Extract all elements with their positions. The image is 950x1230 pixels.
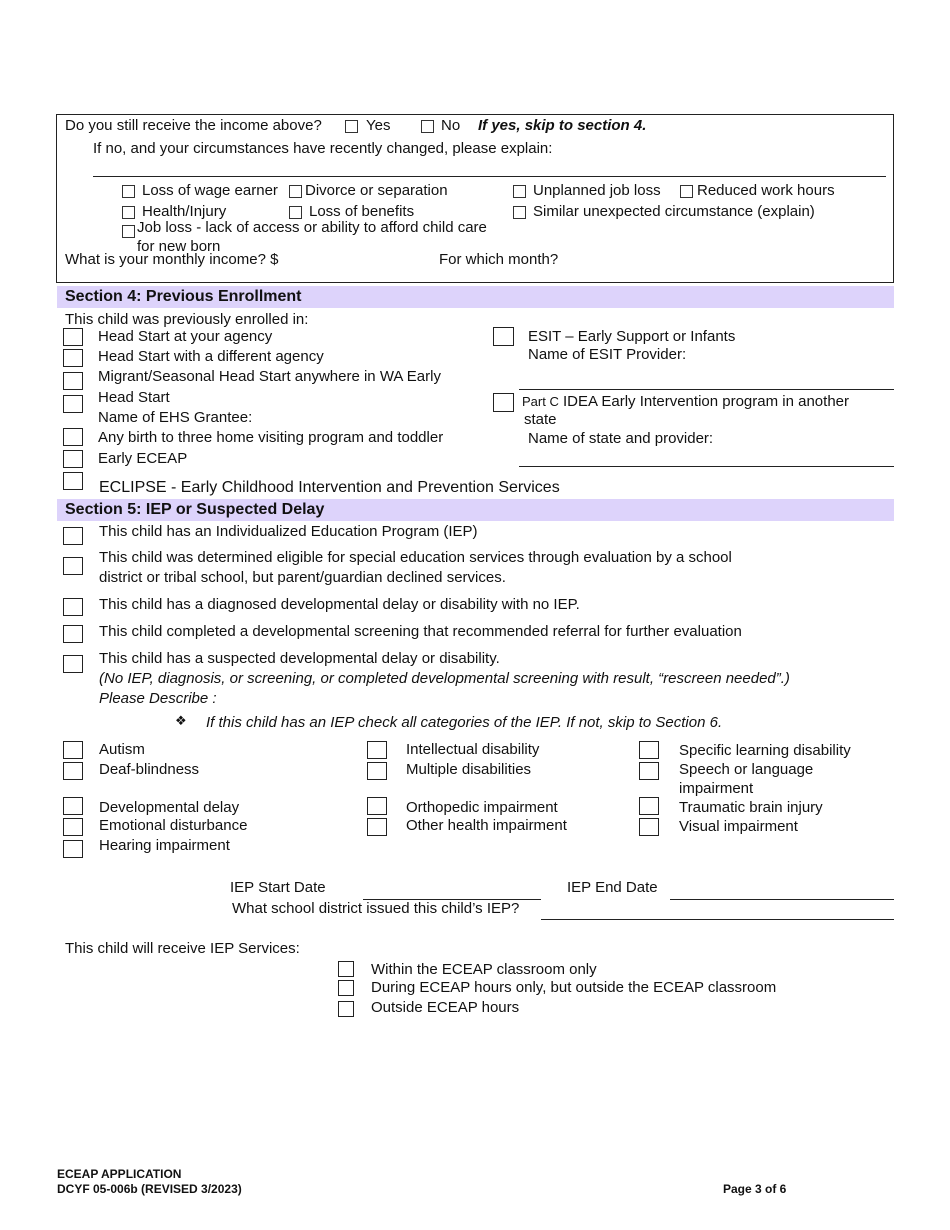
no-checkbox[interactable] [421,120,434,133]
district-label: What school district issued this child’s IEP? [232,900,520,917]
has-iep-checkbox[interactable] [63,527,83,545]
monthly-income-label: What is your monthly income? $ [65,251,279,268]
hs-agency-checkbox[interactable] [63,328,83,346]
partc-label [522,393,849,411]
state-provider-line[interactable] [519,466,894,467]
hearing-checkbox[interactable] [63,840,83,858]
suspected-checkbox[interactable] [63,655,83,673]
visual-label: Visual impairment [679,818,798,835]
describe-label: Please Describe : [99,690,217,707]
eclipse-checkbox[interactable] [63,472,83,490]
iep-end-label: IEP End Date [567,879,658,896]
orthopedic-checkbox[interactable] [367,797,387,815]
partc-checkbox[interactable] [493,393,514,412]
partc-prefix: Part C [522,394,559,409]
section5-title: Section 5: IEP or Suspected Delay [65,501,325,518]
emotional-label: Emotional disturbance [99,817,248,834]
hs-other-checkbox[interactable] [63,349,83,367]
divorce-label: Divorce or separation [305,182,448,199]
screening-label: This child completed a developmental screening that recommended referral for further evaluation [99,623,742,640]
during-checkbox[interactable] [338,980,354,996]
no-label: No [441,117,461,134]
jobloss-label: Job loss - lack of access or ability to afford child care [137,219,487,236]
loss-wage-label: Loss of wage earner [142,182,278,199]
footer-form-id: DCYF 05-006b (REVISED 3/2023) [57,1182,242,1196]
partc-text: IDEA Early Intervention program in another [558,393,849,410]
reduced-label: Reduced work hours [697,182,835,199]
bullet-icon: ❖ [175,714,187,729]
head-start-checkbox[interactable] [63,395,83,413]
declined-label-line2: district or tribal school, but parent/guardian declined services. [99,569,506,586]
within-checkbox[interactable] [338,961,354,977]
early-eceap-checkbox[interactable] [63,450,83,468]
orthopedic-label: Orthopedic impairment [406,799,558,816]
services-label: This child will receive IEP Services: [65,940,300,957]
skip-note: If yes, skip to section 4. [478,117,647,134]
multiple-label: Multiple disabilities [406,761,532,778]
ehs-grantee-label: Name of EHS Grantee: [98,409,253,426]
speech-label-line2: impairment [679,780,754,797]
hs-other-label: Head Start with a different agency [98,348,324,365]
migrant-checkbox[interactable] [63,372,83,390]
suspected-label: This child has a suspected developmental delay or disability. [99,650,500,667]
unplanned-label: Unplanned job loss [533,182,661,199]
diagnosed-label: This child has a diagnosed developmental delay or disability with no IEP. [99,596,580,613]
explain-line[interactable] [93,176,886,177]
outside-label: Outside ECEAP hours [371,999,520,1016]
birth-three-label: Any birth to three home visiting program and toddler [98,429,444,446]
yes-label: Yes [366,117,391,134]
yes-checkbox[interactable] [345,120,358,133]
section4-intro: This child was previously enrolled in: [65,311,309,328]
eclipse-label: ECLIPSE - Early Childhood Intervention and Prevention Services [99,479,560,496]
autism-label: Autism [99,741,145,758]
deaf-blind-checkbox[interactable] [63,762,83,780]
dev-delay-checkbox[interactable] [63,797,83,815]
footer-form-name: ECEAP APPLICATION [57,1167,182,1181]
section5-header [57,499,894,521]
hearing-label: Hearing impairment [99,837,230,854]
emotional-checkbox[interactable] [63,818,83,836]
benefits-checkbox[interactable] [289,206,302,219]
dev-delay-label: Developmental delay [99,799,240,816]
benefits-label: Loss of benefits [309,203,415,220]
health-label: Health/Injury [142,203,227,220]
migrant-label: Migrant/Seasonal Head Start anywhere in WA Early [98,368,441,385]
intellectual-label: Intellectual disability [406,741,540,758]
tbi-checkbox[interactable] [639,797,659,815]
suspected-note: (No IEP, diagnosis, or screening, or completed developmental screening with result, “rescreen needed”.) [99,670,790,687]
visual-checkbox[interactable] [639,818,659,836]
other-health-label: Other health impairment [406,817,567,834]
state-provider-label: Name of state and provider: [528,430,714,447]
during-label: During ECEAP hours only, but outside the ECEAP classroom [371,979,777,996]
specific-learning-label: Specific learning disability [679,742,851,759]
which-month-label: For which month? [439,251,559,268]
autism-checkbox[interactable] [63,741,83,759]
screening-checkbox[interactable] [63,625,83,643]
speech-checkbox[interactable] [639,762,659,780]
esit-label: ESIT – Early Support or Infants [528,328,736,345]
jobloss-checkbox[interactable] [122,225,135,238]
declined-checkbox[interactable] [63,557,83,575]
other-health-checkbox[interactable] [367,818,387,836]
iep-end-line[interactable] [670,899,894,900]
esit-provider-label: Name of ESIT Provider: [528,346,687,363]
deaf-blind-label: Deaf-blindness [99,761,200,778]
similar-checkbox[interactable] [513,206,526,219]
multiple-checkbox[interactable] [367,762,387,780]
tbi-label: Traumatic brain injury [679,799,823,816]
loss-wage-checkbox[interactable] [122,185,135,198]
section4-header [57,286,894,308]
early-eceap-label: Early ECEAP [98,450,188,467]
unplanned-checkbox[interactable] [513,185,526,198]
speech-label: Speech or language [679,761,814,778]
specific-learning-checkbox[interactable] [639,741,659,759]
similar-label: Similar unexpected circumstance (explain) [533,203,815,220]
birth-three-checkbox[interactable] [63,428,83,446]
district-line[interactable] [541,919,894,920]
intellectual-checkbox[interactable] [367,741,387,759]
esit-provider-line[interactable] [519,389,894,390]
divorce-checkbox[interactable] [289,185,302,198]
within-label: Within the ECEAP classroom only [371,961,597,978]
iep-instruction: If this child has an IEP check all categories of the IEP. If not, skip to Section 6. [206,714,723,731]
jobloss-label-line2: for new born [137,238,221,255]
has-iep-label: This child has an Individualized Education Program (IEP) [99,523,478,540]
footer-page-number: Page 3 of 6 [723,1182,787,1196]
outside-checkbox[interactable] [338,1001,354,1017]
hs-agency-label: Head Start at your agency [98,328,273,345]
diagnosed-checkbox[interactable] [63,598,83,616]
section4-title: Section 4: Previous Enrollment [65,288,302,305]
reduced-checkbox[interactable] [680,185,693,198]
migrant-label-line2: Head Start [98,389,170,406]
declined-label: This child was determined eligible for special education services through evaluation by a school [99,549,732,566]
income-question: Do you still receive the income above? [65,117,322,134]
iep-start-label: IEP Start Date [230,879,326,896]
explain-prompt: If no, and your circumstances have recently changed, please explain: [93,140,553,157]
health-checkbox[interactable] [122,206,135,219]
esit-checkbox[interactable] [493,327,514,346]
partc-label-line2: state [524,411,557,428]
